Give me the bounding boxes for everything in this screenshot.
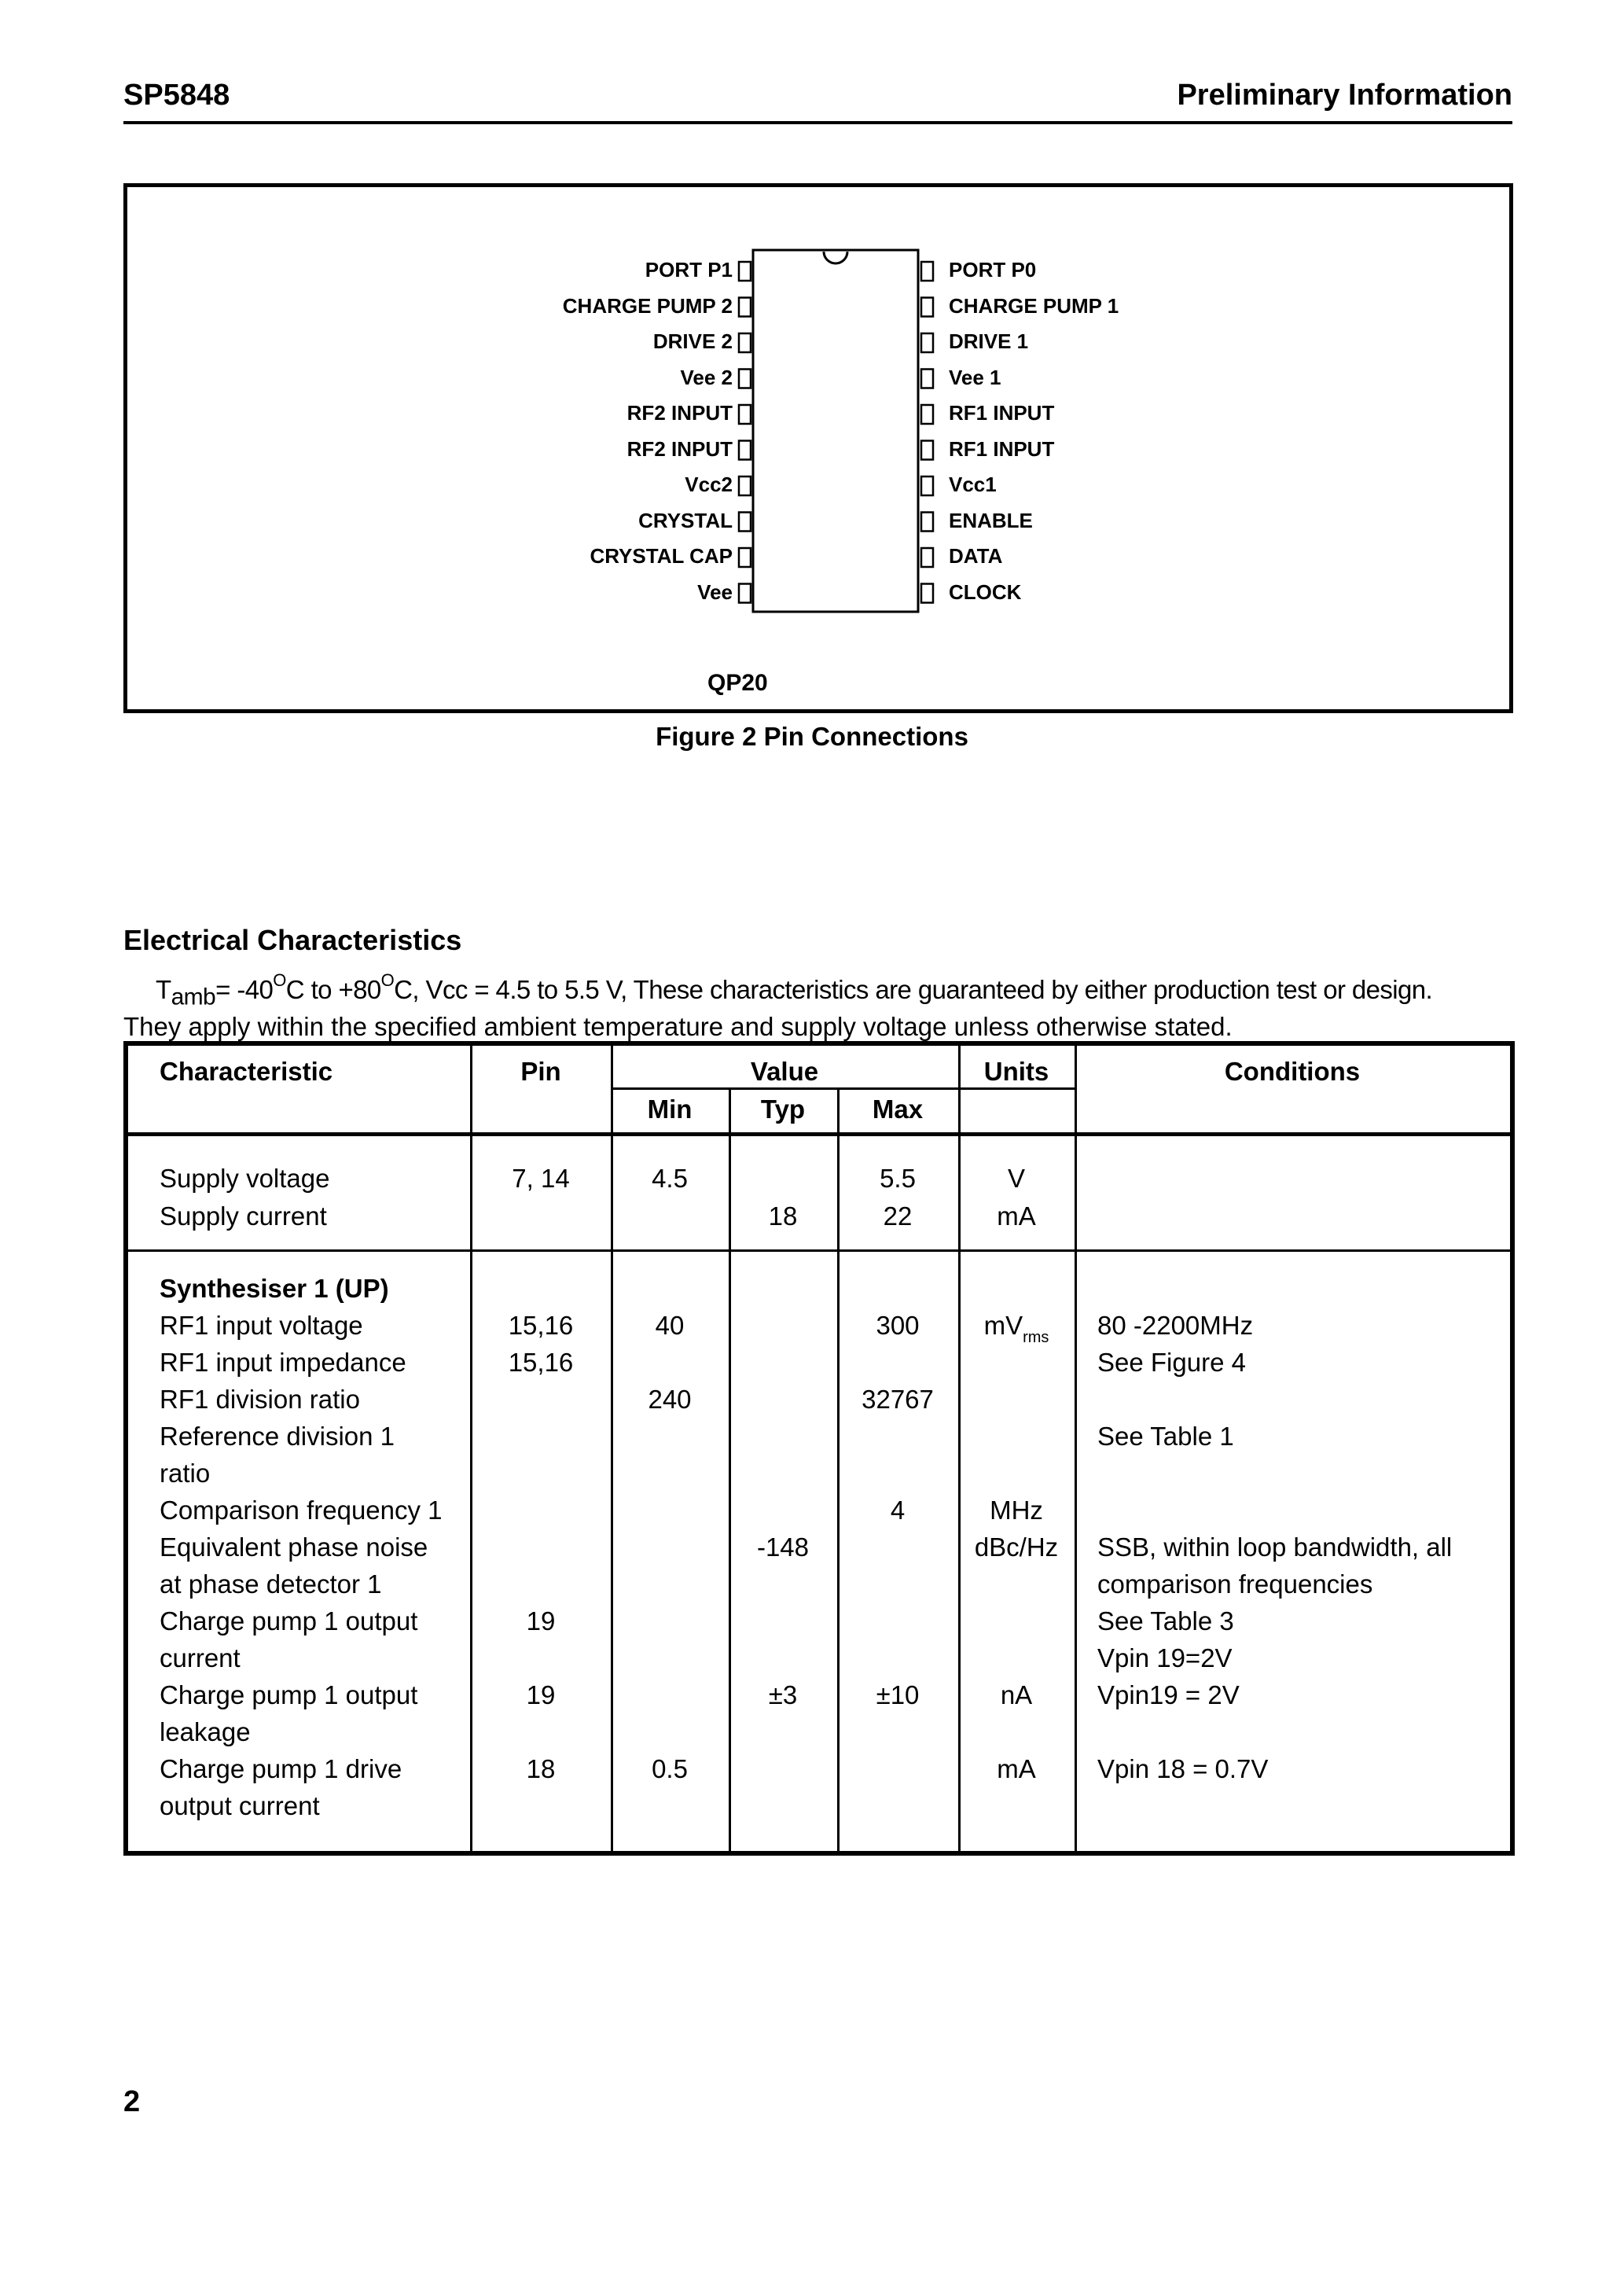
subheader-rule <box>611 1087 1075 1090</box>
pin-label-right: Vcc1 <box>949 473 997 496</box>
pin-label-left: CHARGE PUMP 2 <box>562 293 733 318</box>
cell-max: 5.5 <box>880 1164 916 1193</box>
pin-stub-right <box>921 370 933 388</box>
package-label: QP20 <box>707 670 768 696</box>
cell-unit: nA <box>1000 1680 1033 1709</box>
cell-cond: See Figure 4 <box>1097 1348 1246 1377</box>
cell-char: output current <box>160 1791 320 1820</box>
pin-stub-left <box>739 333 751 352</box>
header-typ: Typ <box>760 1095 806 1124</box>
cell-unit: V <box>1007 1164 1025 1193</box>
cell-pin: 18 <box>526 1754 556 1783</box>
pin-stub-left <box>739 441 751 460</box>
ic-body <box>753 250 918 612</box>
cell-cond: SSB, within loop bandwidth, all <box>1097 1533 1453 1562</box>
pin-stub-right <box>921 298 933 317</box>
cell-max: 300 <box>876 1311 920 1340</box>
cond-eq: = -40 <box>215 975 274 1004</box>
pin-stub-left <box>739 513 751 532</box>
cell-char: Synthesiser 1 (UP) <box>160 1274 389 1303</box>
cell-min: 40 <box>655 1311 685 1340</box>
pin-stub-left <box>739 298 751 317</box>
pin-stub-left <box>739 405 751 424</box>
pin-stub-right <box>921 405 933 424</box>
pin-stub-right <box>921 548 933 567</box>
header-units: Units <box>983 1057 1049 1086</box>
header-value: Value <box>750 1057 819 1086</box>
pin-connection-figure <box>123 183 1513 713</box>
cell-unit: mA <box>997 1754 1036 1783</box>
cell-char: RF1 division ratio <box>160 1385 360 1414</box>
pin-label-left: PORT P1 <box>645 258 733 281</box>
pin-label-right: RF1 INPUT <box>949 436 1055 461</box>
document-status: Preliminary Information <box>1177 79 1512 112</box>
pin-stub-right <box>921 584 933 603</box>
cell-cond: See Table 1 <box>1097 1422 1234 1451</box>
cell-char: Equivalent phase noise <box>160 1533 428 1562</box>
cell-char: Charge pump 1 output <box>160 1680 418 1709</box>
header-rule <box>123 121 1512 124</box>
header-max: Max <box>872 1095 924 1124</box>
cell-char: Comparison frequency 1 <box>160 1496 443 1525</box>
pin-stubs <box>739 262 933 603</box>
cell-char: Supply voltage <box>160 1164 330 1193</box>
cell-char: Charge pump 1 output <box>160 1606 418 1636</box>
cell-cond: Vpin19 = 2V <box>1097 1680 1240 1709</box>
cell-pin: 15,16 <box>508 1348 574 1377</box>
pin-label-left: RF2 INPUT <box>626 401 733 425</box>
pin-label-right: PORT P0 <box>949 258 1037 281</box>
pin-label-left: RF2 INPUT <box>626 436 733 461</box>
pin-stub-left <box>739 476 751 495</box>
figure-caption: Figure 2 Pin Connections <box>656 722 968 751</box>
cond-degree-1: O <box>273 970 286 990</box>
cell-cond: Vpin 19=2V <box>1097 1643 1233 1672</box>
cell-char: RF1 input impedance <box>160 1348 406 1377</box>
cell-pin: 7, 14 <box>512 1164 570 1193</box>
pin-stub-right <box>921 262 933 281</box>
pin-stub-left <box>739 584 751 603</box>
cell-char: Charge pump 1 drive <box>160 1754 402 1783</box>
cell-char: RF1 input voltage <box>160 1311 363 1340</box>
cell-char: Reference division 1 <box>160 1422 395 1451</box>
test-conditions <box>156 970 1433 1011</box>
cell-char: current <box>160 1643 241 1672</box>
ic-package-drawing <box>127 187 1509 709</box>
cell-unit: dBc/Hz <box>974 1533 1059 1562</box>
cell-cond: comparison frequencies <box>1097 1569 1373 1599</box>
cell-min: 240 <box>648 1385 692 1414</box>
header-characteristic: Characteristic <box>160 1057 333 1086</box>
pin-label-right: RF1 INPUT <box>949 401 1055 425</box>
cell-pin: 19 <box>526 1606 556 1636</box>
cell-max: 4 <box>890 1496 906 1525</box>
unit-main: mV <box>983 1311 1023 1340</box>
col-divider <box>1075 1046 1077 1856</box>
unit-subscript: rms <box>1023 1329 1049 1346</box>
cell-unit <box>958 1311 1075 1346</box>
cell-unit: mA <box>997 1201 1036 1231</box>
cond-mid: C to +80 <box>285 975 381 1004</box>
group-rule <box>128 1249 1510 1252</box>
cond-amb: amb <box>171 984 216 1010</box>
pin-label-left: Vee 2 <box>680 365 733 389</box>
cell-typ: 18 <box>768 1201 798 1231</box>
section-title: Electrical Characteristics <box>123 924 462 956</box>
pin-stub-left <box>739 548 751 567</box>
header-min: Min <box>647 1095 693 1124</box>
pin-label-left: Vee <box>697 580 733 604</box>
pin-label-left: CRYSTAL <box>638 508 733 532</box>
pin-stub-right <box>921 513 933 532</box>
cell-char: ratio <box>160 1459 211 1488</box>
cell-cond: Vpin 18 = 0.7V <box>1097 1754 1269 1783</box>
pin-label-right: DATA <box>949 544 1003 568</box>
header-pin: Pin <box>520 1057 561 1086</box>
cell-max: ±10 <box>876 1680 920 1709</box>
header-conditions: Conditions <box>1224 1057 1361 1086</box>
cond-rest: C, Vcc = 4.5 to 5.5 V, These characteristics are guaranteed by either production test or design. <box>394 975 1433 1004</box>
pin-stub-right <box>921 333 933 352</box>
cell-char: at phase detector 1 <box>160 1569 382 1599</box>
cell-char: leakage <box>160 1717 251 1746</box>
pin-stub-left <box>739 370 751 388</box>
pin-stub-left <box>739 262 751 281</box>
cell-cond: See Table 3 <box>1097 1606 1234 1636</box>
pin-label-right: Vee 1 <box>949 365 1001 389</box>
cell-cond: 80 -2200MHz <box>1097 1311 1254 1340</box>
cell-min: 4.5 <box>652 1164 688 1193</box>
ic-notch <box>824 252 847 263</box>
pin-label-right: DRIVE 1 <box>949 329 1029 353</box>
pin-label-right: CHARGE PUMP 1 <box>949 293 1119 318</box>
pin-label-left: CRYSTAL CAP <box>590 544 733 568</box>
cell-max: 22 <box>883 1201 913 1231</box>
electrical-characteristics-table <box>123 1041 1515 1856</box>
pin-label-right: ENABLE <box>949 508 1033 532</box>
cell-unit: MHz <box>990 1496 1043 1525</box>
cell-pin: 15,16 <box>508 1311 574 1340</box>
pin-label-right: CLOCK <box>949 580 1022 604</box>
pin-label-left: Vcc2 <box>685 473 733 496</box>
cell-max: 32767 <box>862 1385 934 1414</box>
pin-label-left: DRIVE 2 <box>652 329 733 353</box>
part-number: SP5848 <box>123 79 230 112</box>
page-number: 2 <box>123 2085 141 2118</box>
pin-stub-right <box>921 476 933 495</box>
cell-char: Supply current <box>160 1201 327 1231</box>
header-bottom-rule <box>128 1132 1510 1136</box>
cell-typ: -148 <box>756 1533 810 1562</box>
cell-pin: 19 <box>526 1680 556 1709</box>
cell-typ: ±3 <box>768 1680 798 1709</box>
cond-degree-2: O <box>380 970 395 990</box>
test-conditions-line2: They apply within the specified ambient temperature and supply voltage unless otherwise stated. <box>123 1012 1233 1041</box>
pin-stub-right <box>921 441 933 460</box>
cell-min: 0.5 <box>652 1754 688 1783</box>
cond-t: T <box>156 975 171 1004</box>
